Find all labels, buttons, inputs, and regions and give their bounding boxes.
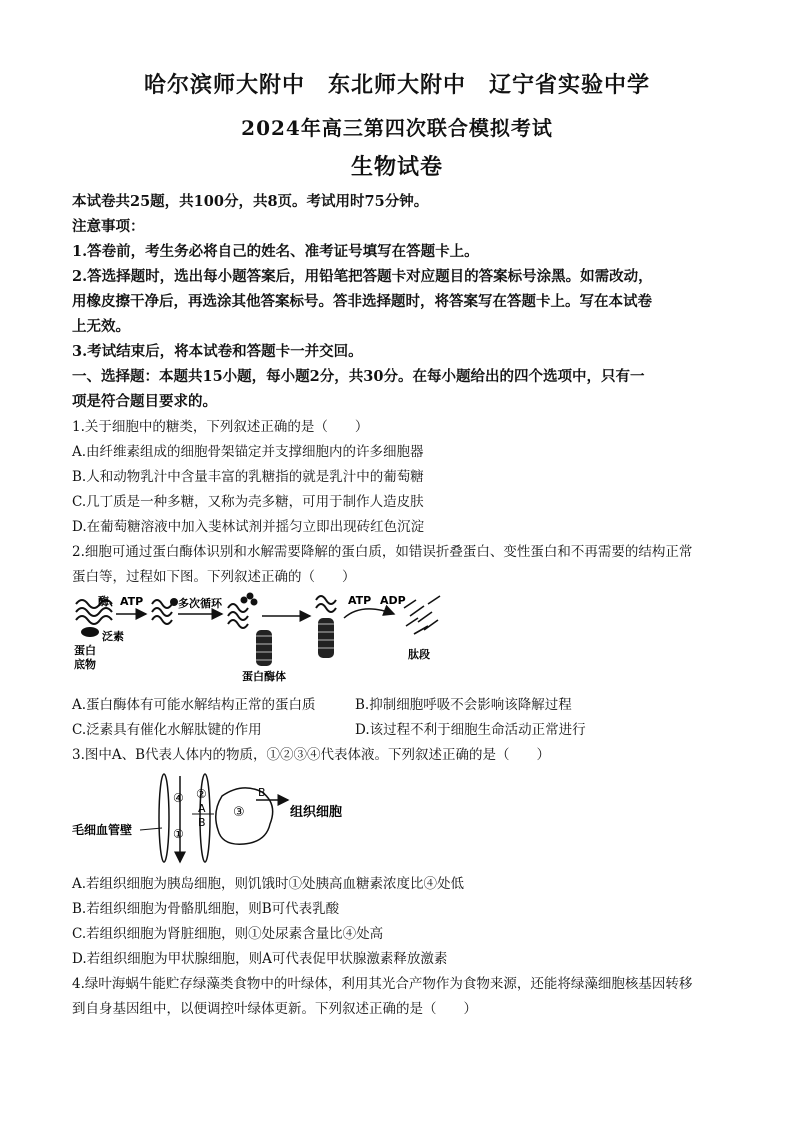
proteasome-shape	[256, 630, 272, 666]
q1-option-a: A.由纤维素组成的细胞骨架锚定并支撑细胞内的许多细胞器	[72, 444, 424, 460]
figure-label-2: ②	[196, 787, 207, 801]
figure-label-peptides: 肽段	[408, 648, 430, 661]
figure-label-atp: ATP	[348, 594, 372, 607]
figure-label-proteasome: 蛋白酶体	[242, 670, 286, 683]
figure-label-1: ①	[173, 827, 184, 841]
figure-label-4: ④	[173, 791, 184, 805]
notice-heading: 注意事项：	[72, 218, 145, 235]
figure-label-b: B	[198, 816, 206, 829]
ubiquitin-blob	[81, 627, 99, 637]
figure-label-substrate-1: 蛋白	[74, 644, 96, 657]
figure-label-a: A	[198, 802, 206, 815]
figure-label-tissue-cell: 组织细胞	[290, 805, 343, 820]
proteasome-with-substrate	[316, 596, 336, 658]
q2-option-c: C.泛素具有催化水解肽键的作用	[72, 722, 262, 738]
figure-label-capillary-wall: 毛细血管壁	[72, 823, 133, 837]
figure-label-enzyme-atp: 酶、ATP	[98, 595, 144, 608]
polyubiquitin-protein-coil	[228, 604, 248, 628]
q3-option-b: B.若组织细胞为骨骼肌细胞，则B可代表乳酸	[72, 901, 340, 917]
body-fluid-figure	[72, 772, 372, 864]
notice-item-2-line-2: 用橡皮擦干净后，再选涂其他答案标号。答非选择题时，将答案写在答题卡上。写在本试卷	[72, 293, 652, 310]
school-names: 哈尔滨师大附中 东北师大附中 辽宁省实验中学	[143, 72, 650, 98]
q3-option-a: A.若组织细胞为胰岛细胞，则饥饿时①处胰高血糖素浓度比④处低	[72, 876, 465, 892]
q1-stem: 1.关于细胞中的糖类，下列叙述正确的是（ ）	[72, 419, 369, 435]
figure-label-multi-cycle: 多次循环	[178, 597, 222, 610]
capillary-wall-left	[159, 774, 169, 862]
q3-option-d: D.若组织细胞为甲状腺细胞，则A可代表促甲状腺激素释放激素	[72, 951, 448, 967]
figure-label-b-arrow: B	[258, 786, 266, 799]
q1-option-c: C.几丁质是一种多糖，又称为壳多糖，可用于制作人造皮肤	[72, 494, 424, 510]
notice-item-2-line-3: 上无效。	[72, 318, 130, 335]
peptide-fragments	[404, 596, 440, 634]
q2-stem-line-1: 2.细胞可通过蛋白酶体识别和水解需要降解的蛋白质，如错误折叠蛋白、变性蛋白和不再需要的结构正常	[72, 544, 693, 560]
section-1-heading-line-1: 一、选择题：本题共15小题，每小题2分，共30分。在每小题给出的四个选项中，只有一	[72, 368, 645, 385]
notice-item-2-line-1: 2.答选择题时，选出每小题答案后，用铅笔把答题卡对应题目的答案标号涂黑。如需改动，	[72, 268, 653, 285]
subject-title: 生物试卷	[350, 154, 443, 180]
q2-option-d: D.该过程不利于细胞生命活动正常进行	[355, 722, 586, 738]
figure-label-ubiquitin: 泛素	[102, 630, 124, 643]
figure-label-substrate-2: 底物	[74, 658, 96, 671]
exam-summary: 本试卷共25题，共100分，共8页。考试用时75分钟。	[72, 193, 429, 210]
figure-label-adp: ADP	[380, 594, 406, 607]
q2-option-a: A.蛋白酶体有可能水解结构正常的蛋白质	[72, 697, 316, 713]
section-1-heading-line-2: 项是符合题目要求的。	[72, 393, 217, 410]
q2-option-b: B.抑制细胞呼吸不会影响该降解过程	[355, 697, 572, 713]
exam-title: 2024年高三第四次联合模拟考试	[241, 116, 553, 140]
q2-stem-line-2: 蛋白等，过程如下图。下列叙述正确的（ ）	[72, 569, 356, 585]
figure-label-3: ③	[233, 805, 245, 820]
q4-stem-line-2: 到自身基因组中，以便调控叶绿体更新。下列叙述正确的是（ ）	[72, 1001, 477, 1017]
notice-item-3: 3.考试结束后，将本试卷和答题卡一并交回。	[72, 343, 363, 360]
notice-item-1: 1.答卷前，考生务必将自己的姓名、准考证号填写在答题卡上。	[72, 243, 479, 260]
proteasome-degradation-figure	[72, 588, 452, 688]
q1-option-b: B.人和动物乳汁中含量丰富的乳糖指的就是乳汁中的葡萄糖	[72, 469, 424, 485]
q4-stem-line-1: 4.绿叶海蜗牛能贮存绿藻类食物中的叶绿体，利用其光合产物作为食物来源，还能将绿藻细胞核基因转移	[72, 976, 693, 992]
q3-stem: 3.图中A、B代表人体内的物质，①②③④代表体液。下列叙述正确的是（ ）	[72, 747, 551, 763]
tagged-protein-coil	[152, 600, 172, 624]
q3-option-c: C.若组织细胞为肾脏细胞，则①处尿素含量比④处高	[72, 926, 384, 942]
q1-option-d: D.在葡萄糖溶液中加入斐林试剂并摇匀立即出现砖红色沉淀	[72, 519, 425, 535]
